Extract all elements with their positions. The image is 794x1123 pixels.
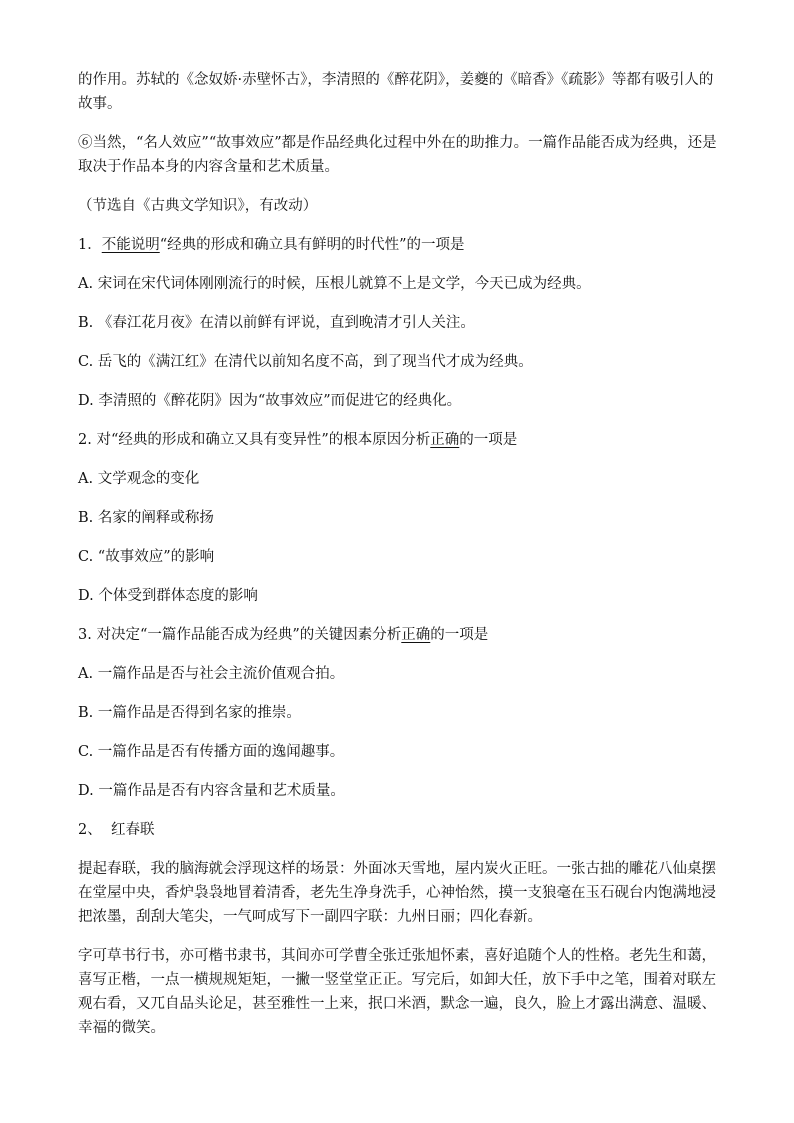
question-2-option-d: D. 个体受到群体态度的影响 — [78, 588, 258, 604]
question-3-option-c: C. 一篇作品是否有传播方面的逸闻趣事。 — [78, 744, 345, 760]
question-3-text-after: 的一项是 — [430, 627, 489, 643]
question-3 — [78, 623, 722, 647]
question-3-option-b: B. 一篇作品是否得到名家的推崇。 — [78, 705, 301, 721]
question-2-option-a: A. 文学观念的变化 — [78, 471, 200, 487]
question-2-option-b: B. 名家的阐释或称扬 — [78, 510, 214, 526]
question-1-number: 1． — [78, 237, 102, 253]
question-2-option-c: C. “故事效应”的影响 — [78, 549, 215, 565]
question-3-option-a: A. 一篇作品是否与社会主流价值观合拍。 — [78, 666, 345, 682]
question-1-option-b: B. 《春江花月夜》在清以前鲜有评说，直到晚清才引人关注。 — [78, 315, 475, 331]
document-page — [78, 68, 722, 1055]
question-2 — [78, 428, 722, 452]
question-1 — [78, 233, 722, 257]
question-2-underlined: 正确 — [430, 432, 460, 448]
question-1-underlined: 不能说明 — [101, 237, 160, 253]
question-3-text-before: 3. 对决定“一篇作品能否成为经典”的关键因素分析 — [78, 627, 402, 643]
question-1-option-c: C. 岳飞的《满江红》在清代以前知名度不高，到了现当代才成为经典。 — [78, 354, 533, 370]
question-3-underlined: 正确 — [401, 627, 431, 643]
question-1-text: “经典的形成和确立具有鲜明的时代性”的一项是 — [159, 237, 465, 253]
question-1-option-a: A. 宋词在宋代词体刚刚流行的时候，压根儿就算不上是文学，今天已成为经典。 — [78, 276, 591, 292]
question-3-option-d: D. 一篇作品是否有内容含量和艺术质量。 — [78, 783, 345, 799]
section-2-paragraph-2: 字可草书行书，亦可楷书隶书，其间亦可学曹全张迁张旭怀素，喜好追随个人的性格。老先生和蔼，喜写正楷，一点一横规规矩矩，一撇一竖堂堂正正。写完后，如卸大任，放下手中之笔，围着对联左观右看，又兀自品头论足，甚至雅性一上来，抿口米酒，默念一遍，良久，脸上才露出满意、温暖、幸福的微笑。 — [78, 948, 716, 1036]
question-2-text-after: 的一项是 — [459, 432, 518, 448]
paragraph-6: ⑥当然，“名人效应”“故事效应”都是作品经典化过程中外在的助推力。一篇作品能否成为经典，还是取决于作品本身的内容含量和艺术质量。 — [78, 135, 717, 175]
section-2-paragraph-1: 提起春联，我的脑海就会浮现这样的场景：外面冰天雪地，屋内炭火正旺。一张古拙的雕花八仙桌摆在堂屋中央，香炉袅袅地冒着清香，老先生净身洗手，心神怡然，摸一支狼毫在玉石砚台内饱满地浸把浓墨，刮刮大笔尖，一气呵成写下一副四字联：九州日丽；四化春新。 — [78, 861, 716, 925]
question-2-text-before: 2. 对“经典的形成和确立又具有变异性”的根本原因分析 — [78, 432, 431, 448]
question-1-option-d: D. 李清照的《醉花阴》因为“故事效应”而促进它的经典化。 — [78, 393, 462, 409]
section-2-heading: 2、 红春联 — [78, 822, 155, 838]
paragraph-intro-end: 的作用。苏轼的《念奴娇·赤壁怀古》，李清照的《醉花阴》，姜夔的《暗香》《疏影》等都有吸引人的故事。 — [78, 72, 714, 112]
source-note: （节选自《古典文学知识》，有改动） — [78, 198, 318, 214]
